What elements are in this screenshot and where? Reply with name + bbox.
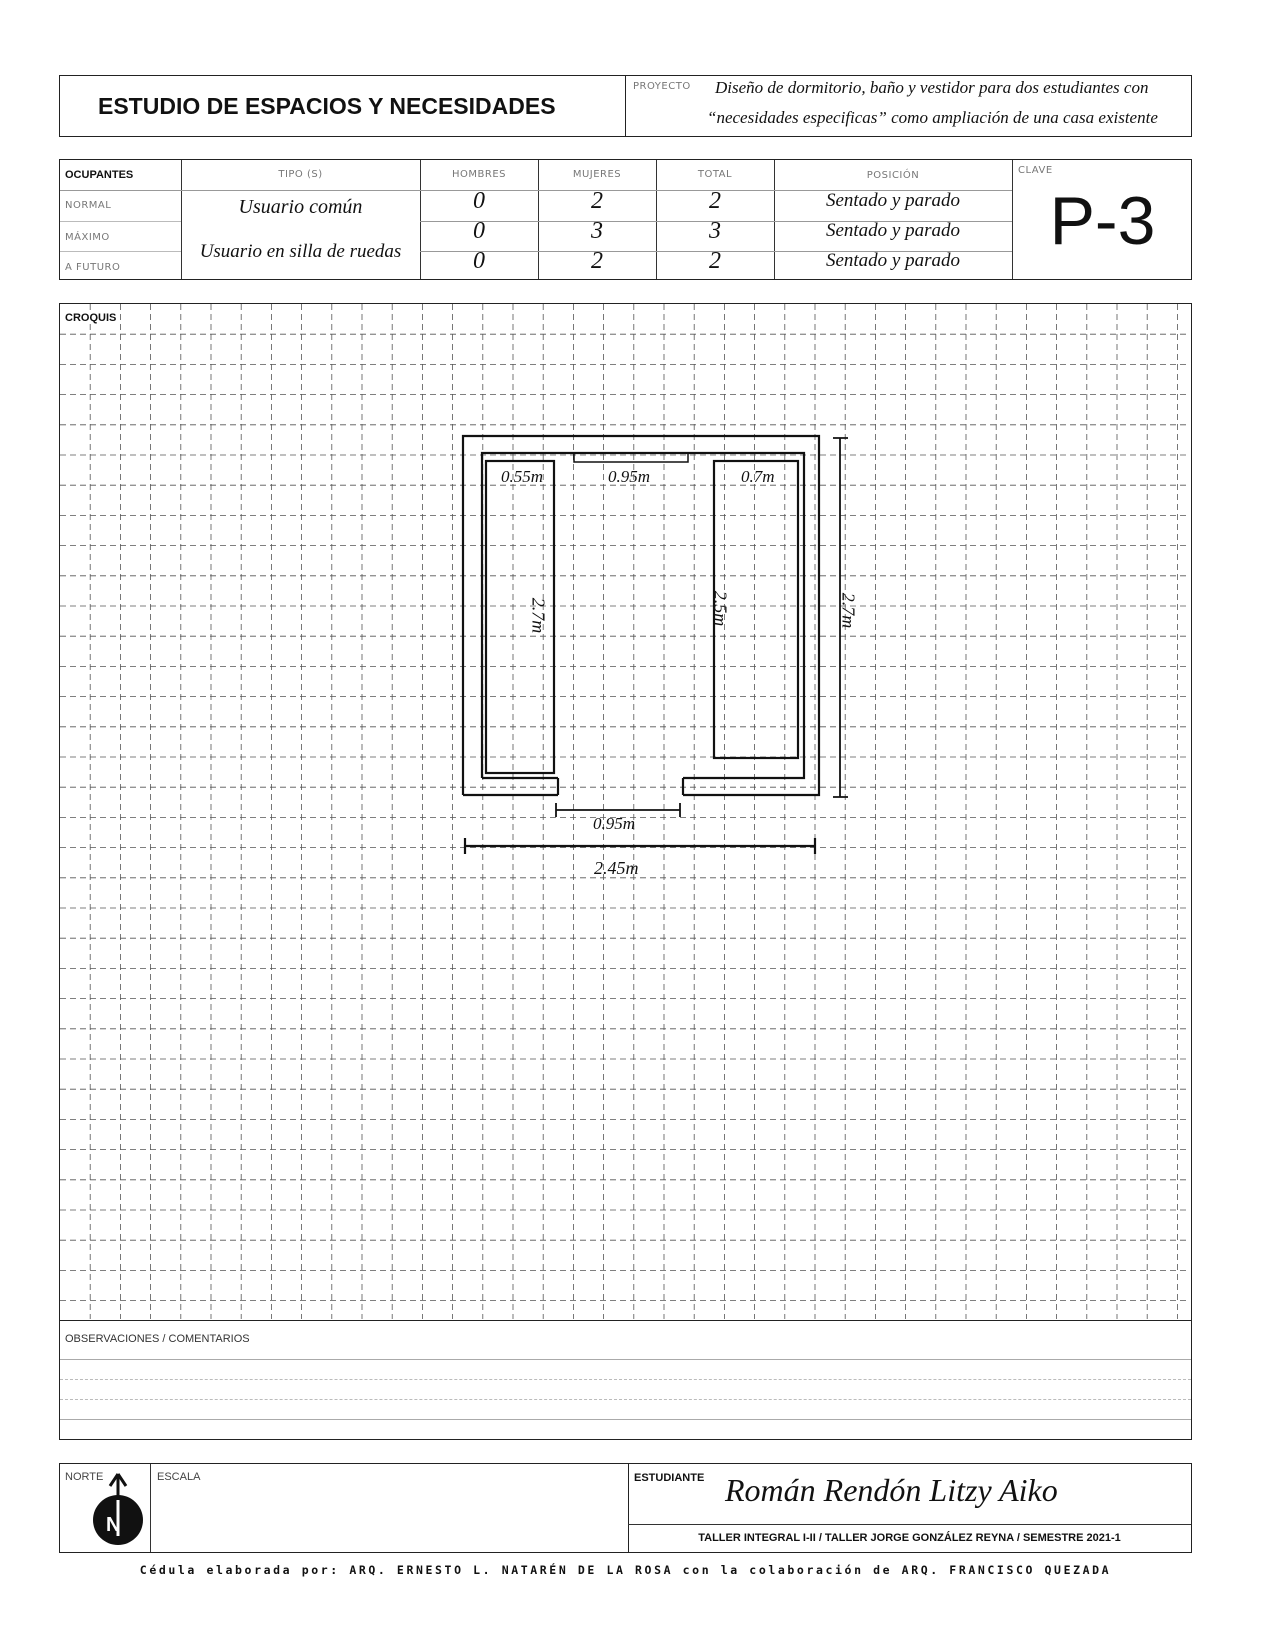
croquis-area [59,303,1192,1321]
project-text-line-1: Diseño de dormitorio, baño y vestidor para dos estudiantes con [715,78,1149,97]
estudiante-label: ESTUDIANTE [634,1472,705,1484]
dim-label-095-top: 0.95m [608,467,651,486]
col-header-mujeres: MUJERES [572,169,622,180]
observation-line [60,1419,1191,1420]
row-label-futuro: A FUTURO [65,262,121,273]
mujeres-normal: 2 [591,188,603,214]
hombres-maximo: 0 [473,218,485,244]
footer-divider-3 [628,1524,1191,1525]
student-name: Román Rendón Litzy Aiko [725,1472,1058,1508]
col-header-posicion: POSICIÓN [866,170,920,181]
observation-line [60,1359,1191,1360]
posicion-normal: Sentado y parado [825,190,961,211]
page-title: ESTUDIO DE ESPACIOS Y NECESIDADES [98,93,556,119]
dim-label-25: 2.5m [710,590,731,627]
footer-box [59,1463,1192,1553]
occupants-label: OCUPANTES [65,169,134,181]
croquis-label: CROQUIS [65,312,117,324]
col-header-tipo: TIPO (S) [278,169,323,180]
dim-label-245: 2.45m [594,858,639,878]
clave-value: P-3 [1049,183,1156,259]
dim-label-055: 0.55m [501,467,544,486]
col-header-hombres: HOMBRES [452,169,506,180]
credit-line: Cédula elaborada por: ARQ. ERNESTO L. NATARÉN DE LA ROSA con la colaboración de ARQ. FRANCISCO QUEZADA [139,1563,1112,1577]
occupants-table [59,159,1192,280]
tipo-value-2: Usuario en silla de ruedas [199,241,402,262]
svg-text:N: N [106,1514,121,1536]
observation-line [60,1379,1191,1380]
north-arrow-icon [88,1470,148,1550]
observation-line [60,1399,1191,1400]
hombres-futuro: 0 [473,248,485,274]
dim-label-07: 0.7m [741,467,775,486]
row-divider [60,221,181,222]
posicion-futuro: Sentado y parado [825,250,961,271]
hombres-normal: 0 [473,188,485,214]
row-label-normal: NORMAL [65,200,112,211]
col-header-clave: CLAVE [1018,165,1053,176]
dim-label-27-left: 2.7m [528,597,549,634]
row-divider [60,251,181,252]
col-header-total: TOTAL [697,169,733,180]
posicion-maximo: Sentado y parado [825,220,961,241]
project-label: PROYECTO [633,81,691,92]
escala-label: ESCALA [157,1471,201,1483]
dim-label-27-right: 2.7m [838,592,859,629]
header-box [59,75,1192,137]
total-normal: 2 [709,188,721,214]
row-label-maximo: MÁXIMO [65,232,110,243]
dim-label-095-door: 0.95m [593,814,636,833]
observations-box [59,1320,1192,1440]
taller-info: TALLER INTEGRAL I-II / TALLER JORGE GONZÁLEZ REYNA / SEMESTRE 2021-1 [698,1532,1121,1544]
total-maximo: 3 [709,218,721,244]
project-text-line-2: “necesidades especificas” como ampliación de una casa existente [707,108,1158,127]
total-futuro: 2 [709,248,721,274]
observations-label: OBSERVACIONES / COMENTARIOS [65,1333,250,1345]
croquis-grid [60,304,1190,1319]
header-divider [625,76,626,136]
mujeres-maximo: 3 [591,218,603,244]
norte-label: NORTE [65,1471,104,1483]
tipo-value-1: Usuario común [238,196,363,218]
mujeres-futuro: 2 [591,248,603,274]
footer-divider-1 [150,1464,151,1552]
